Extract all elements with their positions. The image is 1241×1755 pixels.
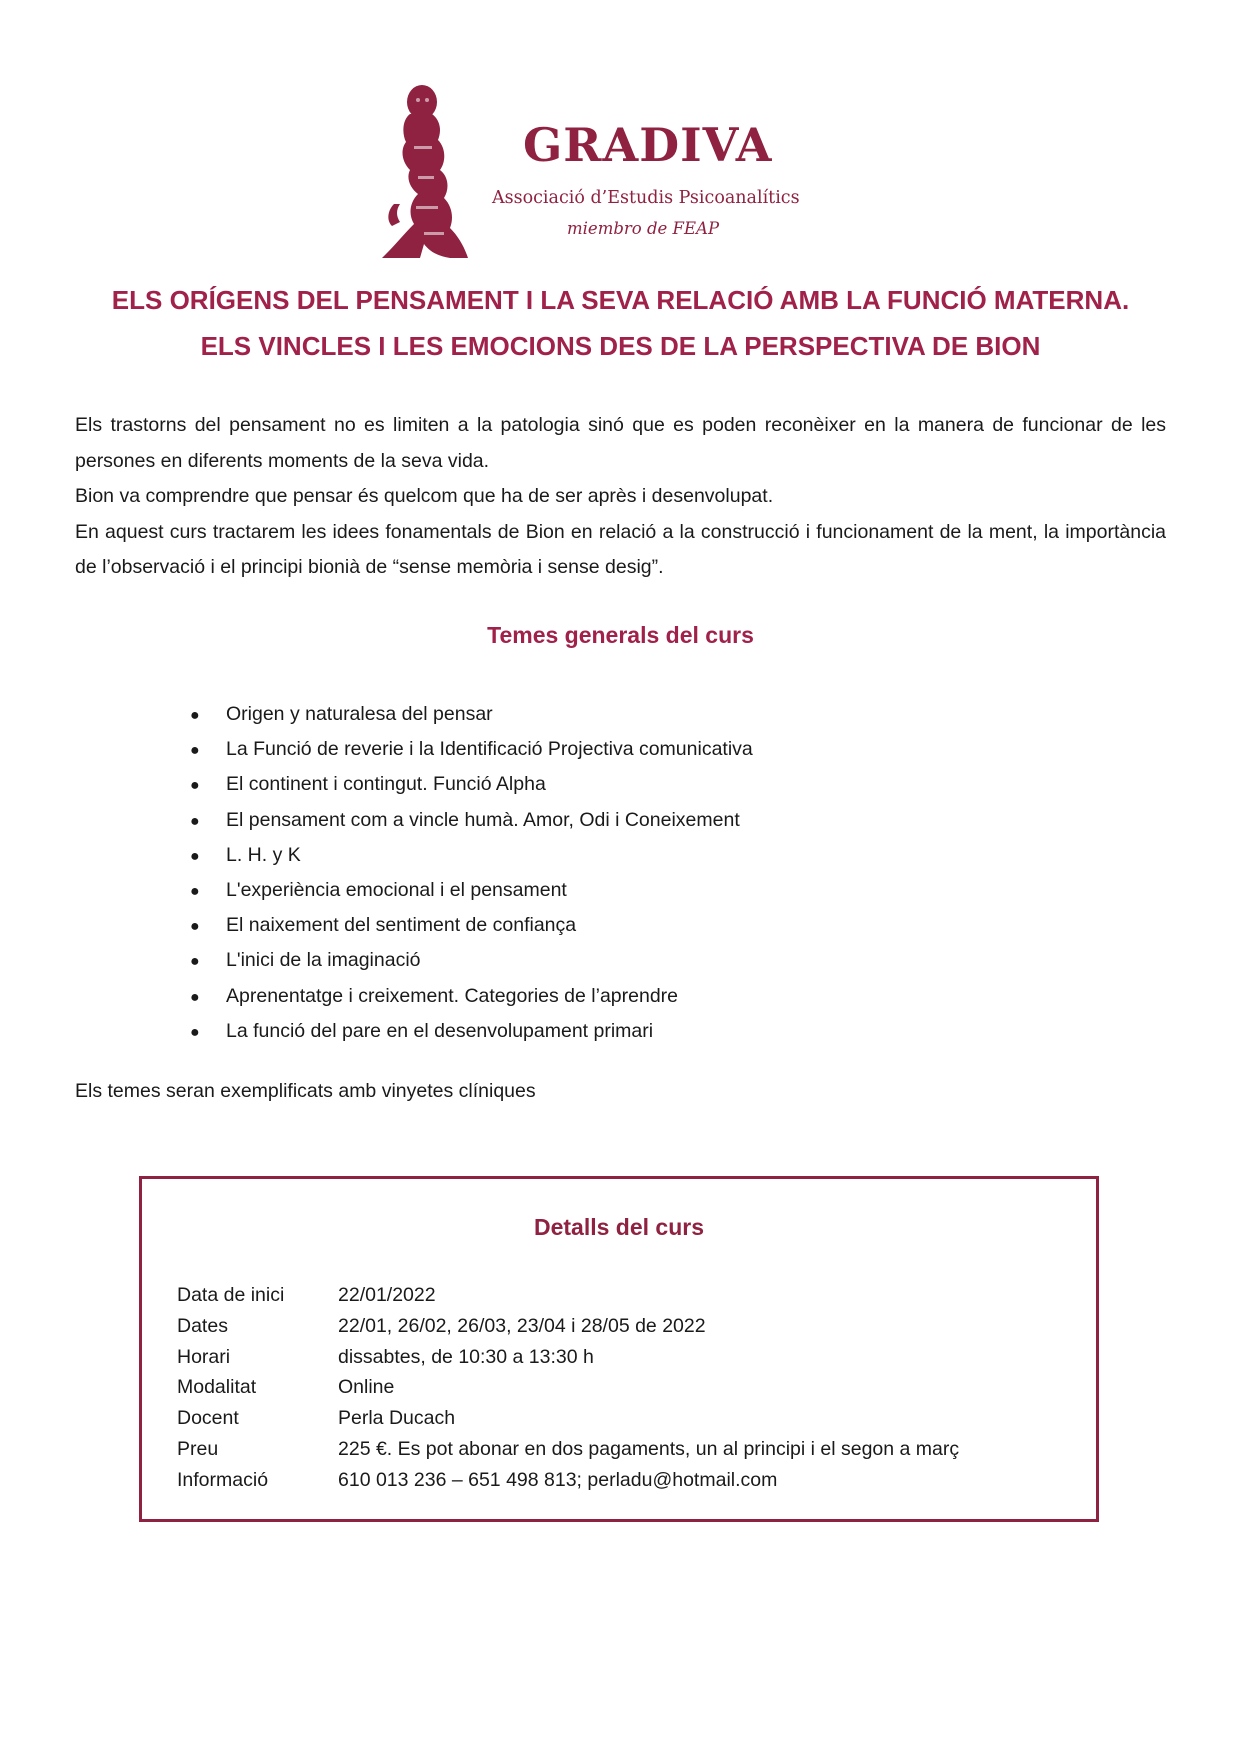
bullet-icon: ●	[190, 953, 200, 971]
list-item	[190, 803, 753, 838]
gradiva-figure-icon	[380, 84, 470, 259]
intro-paragraph: Els trastorns del pensament no es limiten a la patologia sinó que es poden reconèixer en la manera de funcionar de les persones en diferents moments de la seva vida.	[75, 414, 1166, 472]
bullet-icon: ●	[190, 882, 200, 900]
list-item-text: L'experiència emocional i el pensament	[226, 878, 567, 901]
page-title-line-2: ELS VINCLES I LES EMOCIONS DES DE LA PERSPECTIVA DE BION	[200, 331, 1041, 361]
details-label: Preu	[177, 1437, 219, 1460]
details-value: 610 013 236 – 651 498 813; perladu@hotmail.com	[338, 1468, 778, 1491]
list-item-text: Origen y naturalesa del pensar	[226, 703, 493, 725]
details-value: Online	[338, 1376, 395, 1399]
details-row-modality	[177, 1372, 959, 1403]
course-details-box	[139, 1176, 1099, 1522]
details-label: Docent	[177, 1407, 239, 1430]
bullet-icon: ●	[190, 847, 200, 865]
intro-paragraph: Bion va comprendre que pensar és quelcom que ha de ser après i desenvolupat.	[75, 485, 774, 507]
gradiva-logo	[380, 84, 840, 264]
intro-paragraph: En aquest curs tractarem les idees fonamentals de Bion en relació a la construcció i funcionament de la ment, la importància de l’observació i el principi bionià de “sense memòria i sense desig”.	[75, 520, 1166, 578]
list-item-text: L. H. y K	[226, 843, 301, 866]
list-item	[190, 908, 753, 943]
closing-note: Els temes seran exemplificats amb vinyetes clíniques	[75, 1080, 536, 1102]
details-value: 225 €. Es pot abonar en dos pagaments, un al principi i el segon a març	[338, 1437, 960, 1460]
bullet-icon: ●	[190, 918, 200, 936]
details-row-price	[177, 1434, 959, 1465]
details-label: Horari	[177, 1345, 231, 1368]
logo-name: GRADIVA	[523, 118, 773, 172]
list-item-text: La funció del pare en el desenvolupament primari	[226, 1019, 654, 1042]
details-value: 22/01, 26/02, 26/03, 23/04 i 28/05 de 2022	[338, 1314, 706, 1337]
details-label: Data de inici	[177, 1284, 285, 1306]
bullet-icon: ●	[190, 777, 200, 795]
list-item-text: El continent i contingut. Funció Alpha	[226, 773, 546, 796]
details-table	[177, 1280, 959, 1496]
details-row-teacher	[177, 1403, 959, 1434]
list-item-text: La Funció de reverie i la Identificació Projectiva comunicativa	[226, 738, 753, 761]
bullet-icon: ●	[190, 742, 200, 760]
page-title-line-1: ELS ORÍGENS DEL PENSAMENT I LA SEVA RELACIÓ AMB LA FUNCIÓ MATERNA.	[111, 285, 1130, 315]
details-value: dissabtes, de 10:30 a 13:30 h	[338, 1345, 594, 1368]
details-row-start-date	[177, 1280, 959, 1311]
details-value: 22/01/2022	[338, 1284, 436, 1306]
list-item-text: El naixement del sentiment de confiança	[226, 914, 577, 937]
details-label: Modalitat	[177, 1376, 257, 1399]
list-item	[190, 767, 753, 802]
logo-member-note: miembro de FEAP	[567, 219, 720, 238]
bullet-icon: ●	[190, 707, 200, 724]
logo-subtitle: Associació d’Estudis Psicoanalítics	[492, 188, 800, 208]
list-item-text: Aprenentatge i creixement. Categories de l’aprendre	[226, 984, 679, 1007]
list-item	[190, 873, 753, 908]
intro-text	[75, 408, 1166, 586]
details-row-dates	[177, 1311, 959, 1342]
list-item	[190, 838, 753, 873]
list-item	[190, 943, 753, 978]
details-row-information	[177, 1465, 959, 1496]
list-item-text: El pensament com a vincle humà. Amor, Odi i Coneixement	[226, 808, 740, 831]
details-row-schedule	[177, 1342, 959, 1373]
bullet-icon: ●	[190, 988, 200, 1006]
details-value: Perla Ducach	[338, 1407, 456, 1430]
bullet-icon: ●	[190, 812, 200, 830]
list-item	[190, 1014, 753, 1049]
details-heading: Detalls del curs	[533, 1214, 705, 1240]
details-label: Informació	[177, 1468, 269, 1491]
list-item-text: L'inici de la imaginació	[226, 949, 421, 972]
bullet-icon: ●	[190, 1023, 200, 1041]
list-item	[190, 732, 753, 767]
list-item	[190, 979, 753, 1014]
topics-heading: Temes generals del curs	[487, 622, 754, 648]
list-item	[190, 697, 753, 732]
details-label: Dates	[177, 1314, 228, 1337]
topics-list	[190, 697, 753, 1049]
